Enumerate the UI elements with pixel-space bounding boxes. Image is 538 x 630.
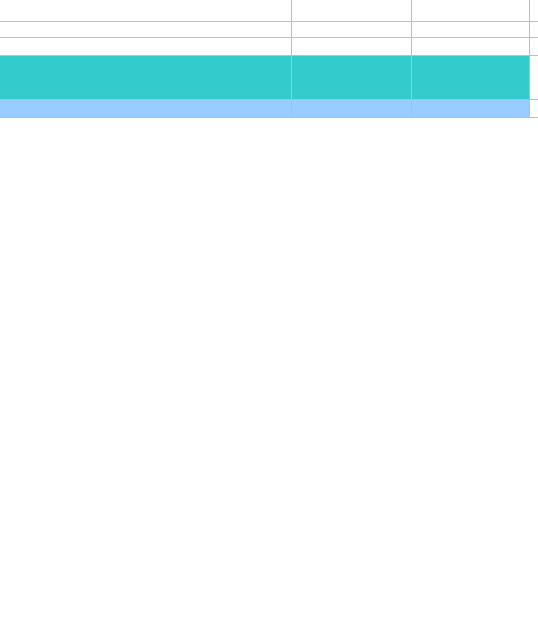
empty-cell [530,22,538,38]
empty-cell[interactable] [412,0,530,22]
header-planned[interactable] [292,56,412,100]
empty-cell [530,38,538,56]
empty-cell[interactable] [0,38,292,56]
empty-row [0,22,538,38]
empty-cell[interactable] [292,0,412,22]
header-row [0,56,538,100]
empty-cell[interactable] [412,22,530,38]
empty-cell [530,0,538,22]
header-posten[interactable] [0,56,292,100]
empty-cell [530,100,538,118]
title-cell[interactable] [0,0,292,22]
section-row [0,100,538,118]
empty-cell[interactable] [412,100,530,118]
header-actual[interactable] [412,56,530,100]
title-row [0,0,538,22]
empty-cell [530,56,538,100]
empty-cell[interactable] [412,38,530,56]
empty-row [0,38,538,56]
empty-cell[interactable] [292,100,412,118]
section-title-cell[interactable] [0,100,292,118]
empty-cell[interactable] [292,22,412,38]
empty-cell[interactable] [0,22,292,38]
empty-cell[interactable] [292,38,412,56]
